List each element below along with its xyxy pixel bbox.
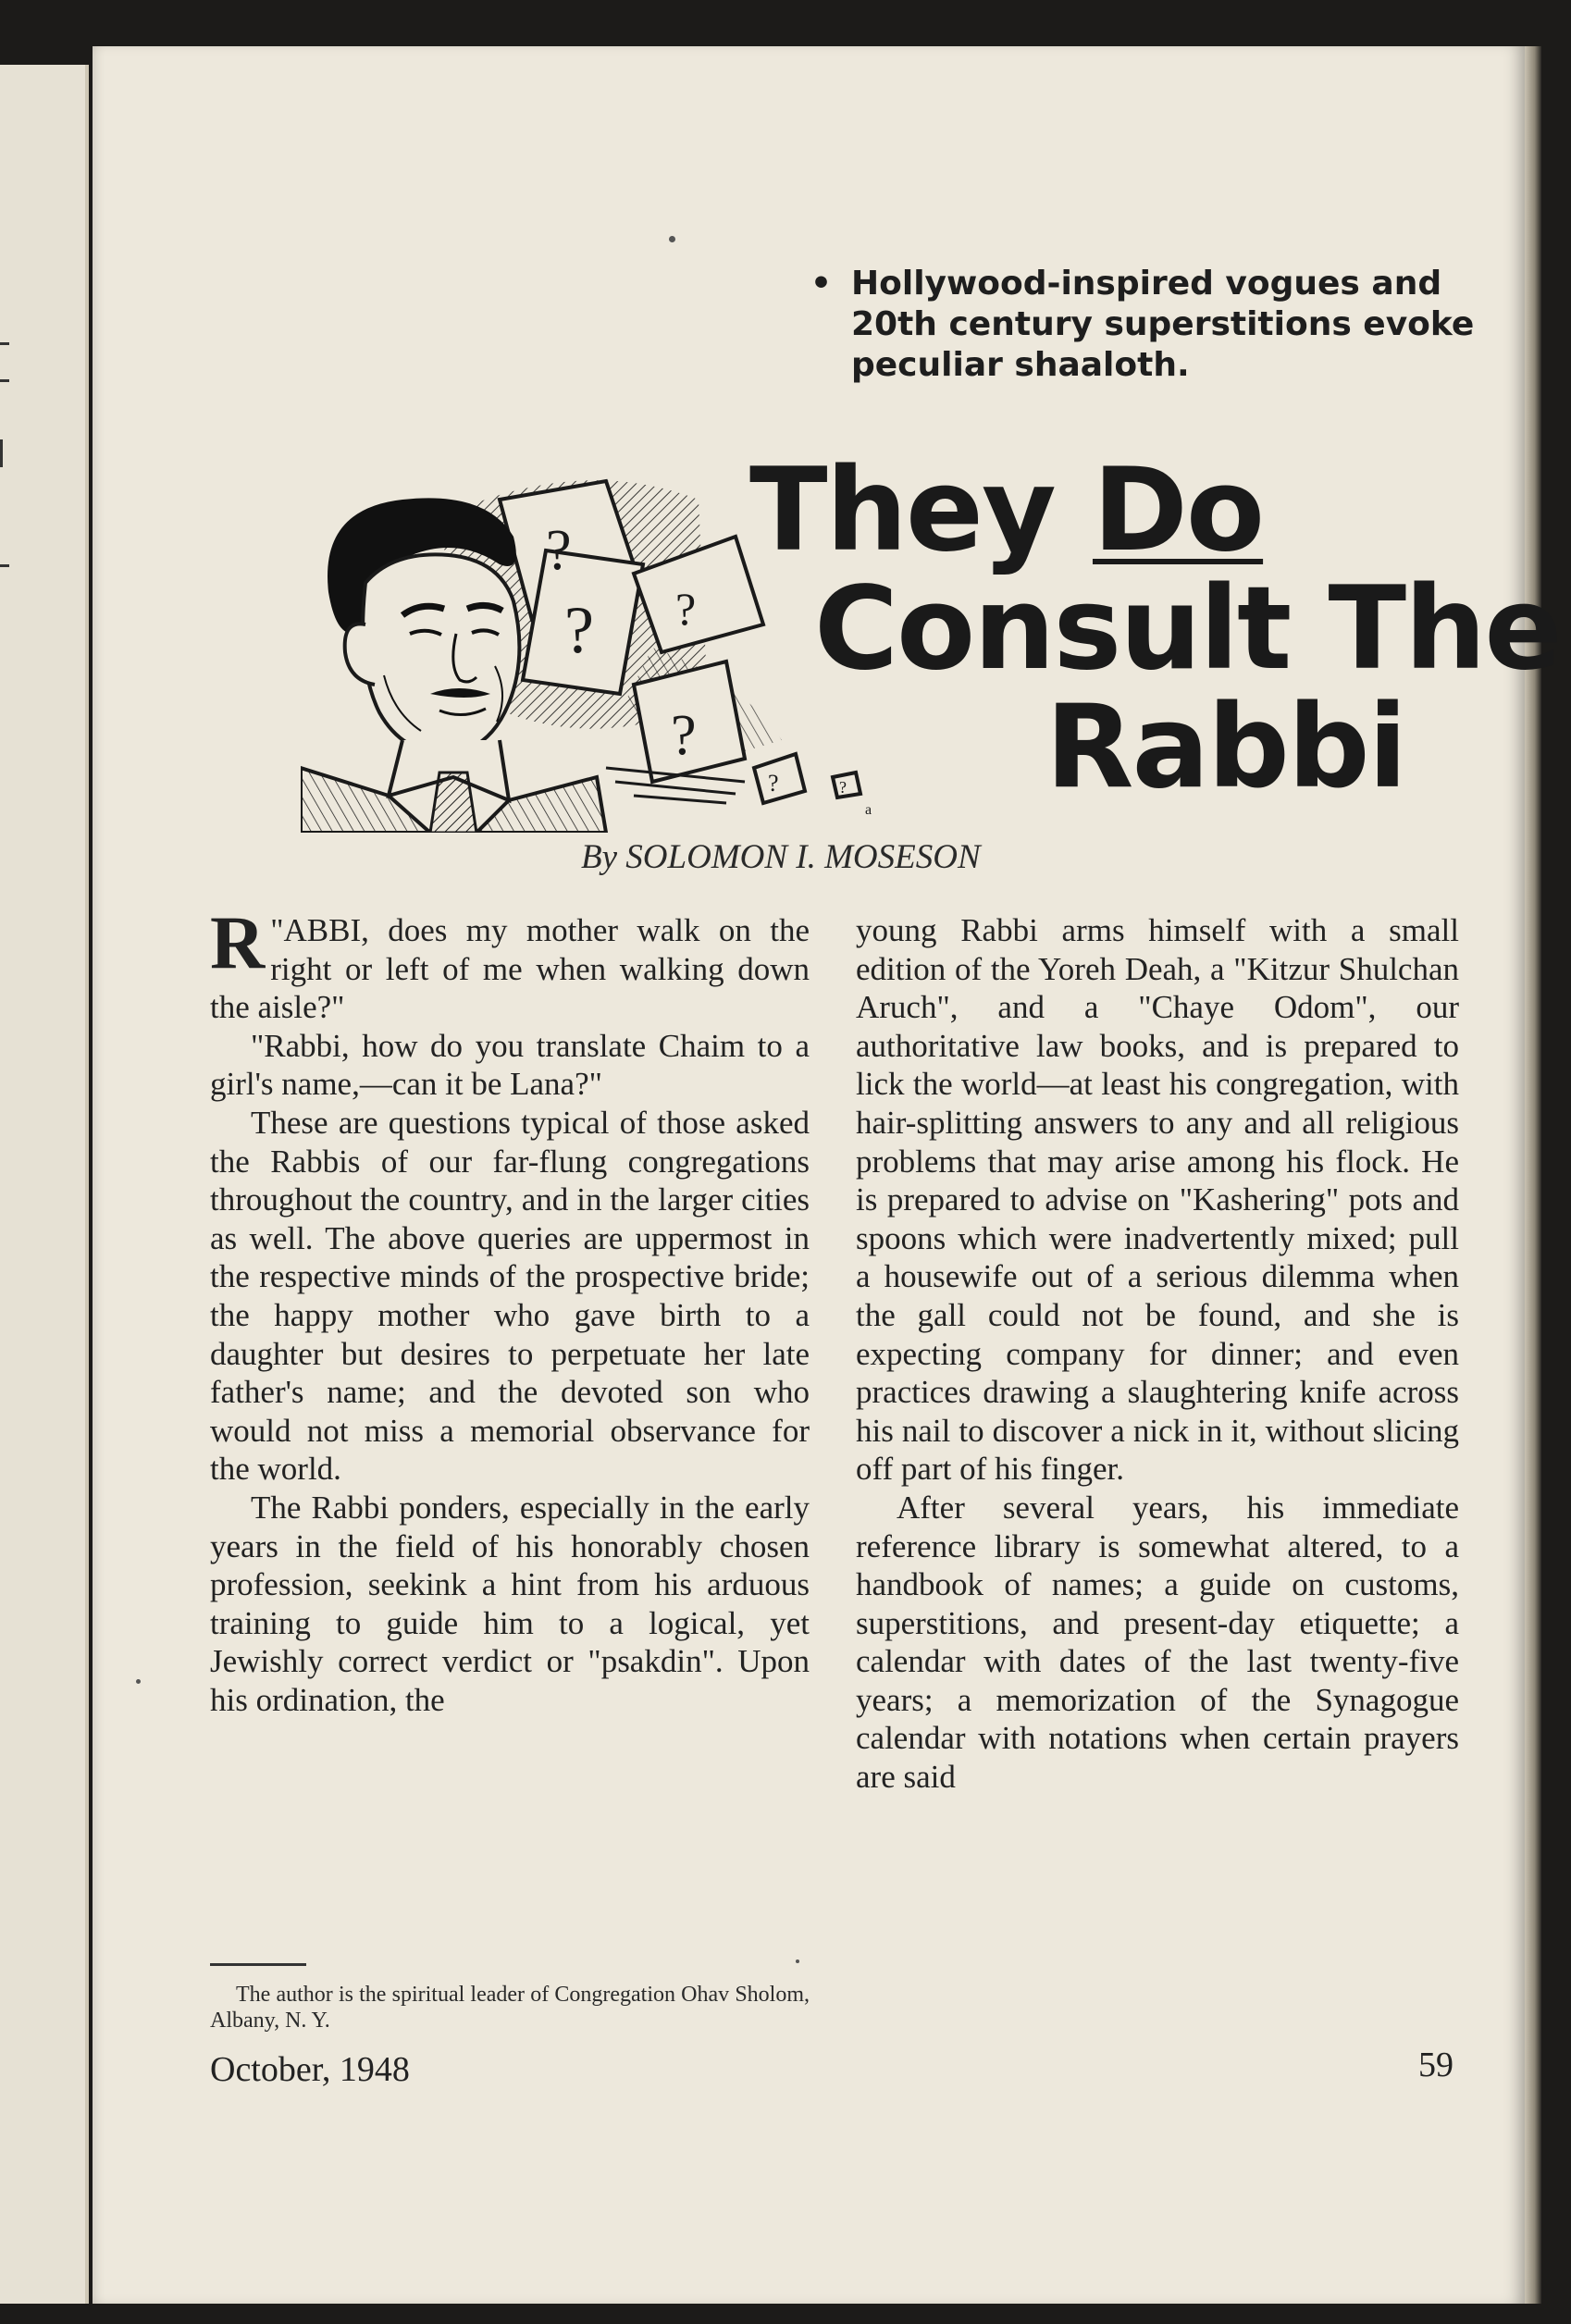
article-paragraph: The Rabbi ponders, especially in the early years in the field of his honorably chosen profession, seekink a hint from his arduous training to guide him to a logical, yet Jewishly correct verdict or "psakdin". Upon his ordination, the: [210, 1489, 810, 1718]
article-paragraph: young Rabbi arms himself with a small edition of the Yoreh Deah, a "Kitzur Shulchan Aruch", and a "Chaye Odom", our authoritative law books, and is prepared to lick the world—at least his congregation, with hair-splitting answers to any and all religious problems that may arise among his flock. He is prepared to advise on "Kashering" pots and spoons which were inadvertently mixed; pull a housewife out of a serious dilemma when the gall could not be found, and she is expecting company for dinner; and even practices drawing a slaughtering knife across his nail to discover a nick in it, without slicing off part of his finger.: [856, 912, 1459, 1488]
facing-page-edge: [0, 65, 89, 2304]
page-edge-shadow: [1525, 46, 1541, 2304]
author-footnote: The author is the spiritual leader of Congregation Ohav Sholom, Albany, N. Y.: [210, 1983, 810, 2033]
article-paragraph: After several years, his immediate reference library is somewhat altered, to a handbook of names; a guide on customs, superstitions, and present-day etiquette; a calendar with dates of the last twenty-five years; a memorization of the Synagogue calendar with notations when certain prayers are said: [856, 1489, 1459, 1796]
print-speck: [669, 236, 675, 242]
title-line-1: They Do: [749, 444, 1264, 577]
svg-text:?: ?: [768, 770, 779, 797]
opening-quote: ": [270, 912, 284, 948]
facing-page-mark: [0, 342, 9, 345]
bullet-icon: •: [810, 265, 833, 303]
print-speck: [796, 1959, 799, 1963]
drop-cap: R: [210, 900, 266, 984]
article-paragraph: "Rabbi, how do you translate Chaim to a girl's name,—can it be Lana?": [210, 1027, 810, 1103]
article-paragraph: These are questions typical of those asked the Rabbis of our far-flung congregations throughout the country, and in the larger cities as well. The above queries are uppermost in the respective minds of the prospective bride; the happy mother who gave birth to a daughter but desires to perpetuate her late father's name; and the devoted son who would not miss a memorial observance for the world.: [210, 1104, 810, 1488]
svg-text:?: ?: [839, 778, 847, 797]
facing-page-mark: [0, 379, 9, 382]
svg-text:?: ?: [546, 519, 572, 582]
author-byline: By SOLOMON I. MOSESON: [581, 838, 981, 876]
svg-text:?: ?: [671, 704, 697, 767]
facing-page-mark: [0, 564, 9, 567]
title-line-2: Consult The: [814, 562, 1561, 696]
title-line-3: Rabbi: [1045, 681, 1406, 814]
print-speck: [136, 1679, 141, 1684]
tagline-text: Hollywood-inspired vogues and 20th century superstitions evoke peculiar shaaloth.: [851, 265, 1475, 384]
article-column-right: [856, 911, 1459, 1797]
issue-date: October, 1948: [210, 2050, 410, 2089]
article-tagline: [803, 264, 1517, 386]
article-paragraph: " R ABBI, does my mother walk on the right or left of me when walking down the aisle?": [210, 900, 810, 1026]
facing-page-mark: [0, 439, 3, 467]
article-column-left: [210, 900, 810, 1719]
svg-text:a: a: [865, 802, 872, 818]
page-number: 59: [1418, 2046, 1453, 2084]
svg-text:?: ?: [675, 583, 697, 635]
svg-text:?: ?: [564, 593, 594, 667]
footnote-divider: [210, 1963, 306, 1966]
